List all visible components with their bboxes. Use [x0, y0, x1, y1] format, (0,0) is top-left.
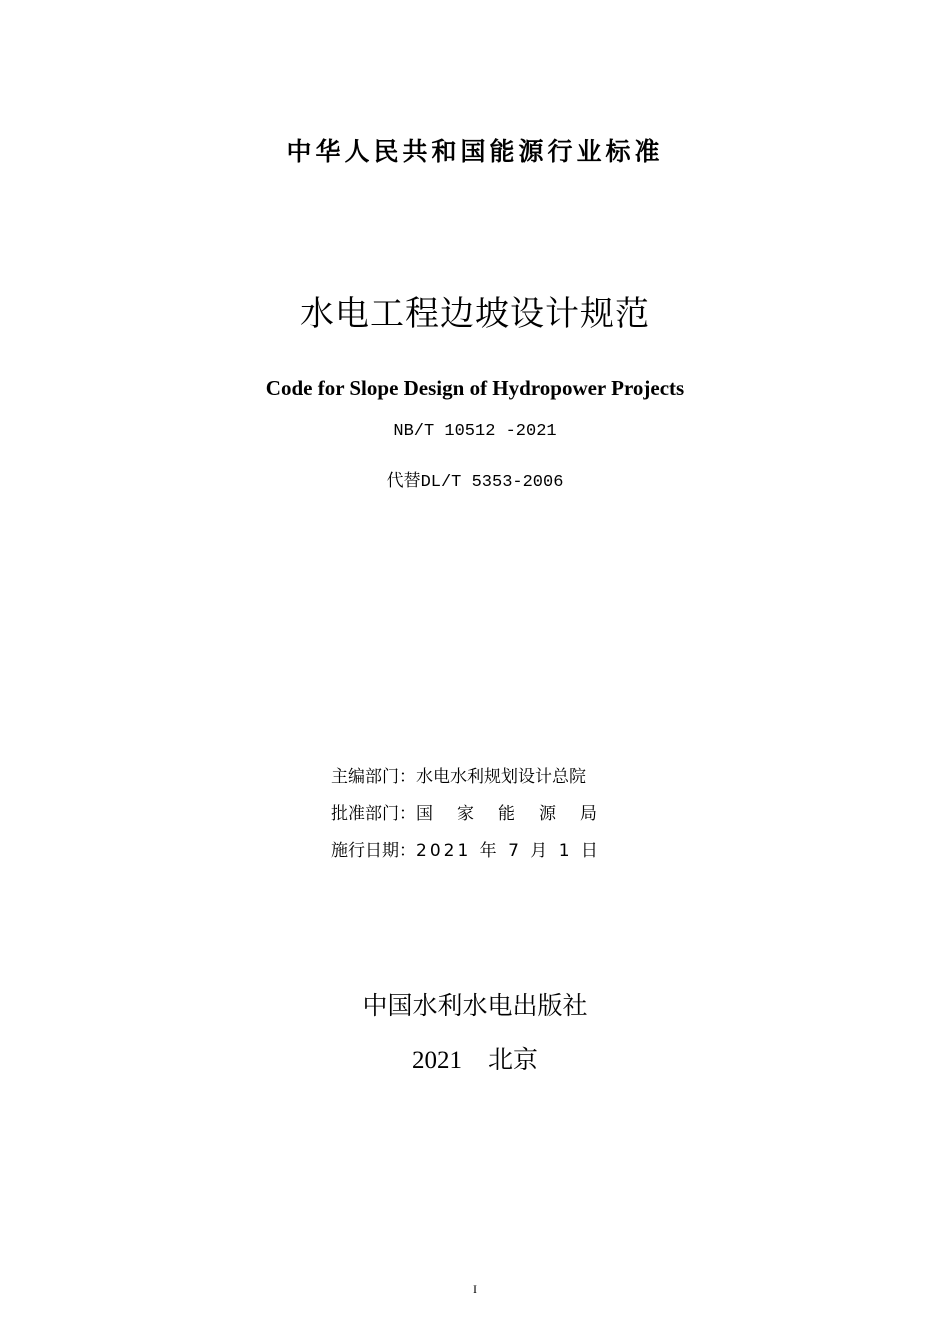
document-title-chinese: 水电工程边坡设计规范	[300, 294, 650, 334]
effective-date-value: 2021 年 7 月 1 日	[416, 841, 601, 861]
replaced-standard-code: DL/T 5353-2006	[420, 473, 564, 492]
approver-row	[331, 801, 621, 838]
publication-info-block	[331, 764, 621, 875]
publisher-name: 中国水利水电出版社	[362, 991, 588, 1020]
publication-city: 北京	[487, 1045, 538, 1074]
approver-label: 批准部门：	[331, 804, 416, 824]
replaces-standard	[0, 466, 950, 492]
page-number: I	[473, 1282, 477, 1296]
effective-date-label: 施行日期：	[331, 841, 416, 861]
standard-number: NB/T 10512 -2021	[393, 422, 557, 441]
document-title-english: Code for Slope Design of Hydropower Projects	[265, 376, 685, 400]
replaces-prefix: 代替	[386, 471, 421, 491]
publication-year-city	[0, 1040, 950, 1076]
standard-category-header: 中华人民共和国能源行业标准	[286, 137, 664, 166]
editor-value: 水电水利规划设计总院	[416, 767, 586, 787]
editor-label: 主编部门：	[331, 767, 416, 787]
effective-date-row	[331, 838, 621, 875]
publication-year: 2021	[411, 1047, 462, 1074]
editor-row	[331, 764, 621, 801]
approver-value: 国家能源局	[416, 804, 621, 824]
